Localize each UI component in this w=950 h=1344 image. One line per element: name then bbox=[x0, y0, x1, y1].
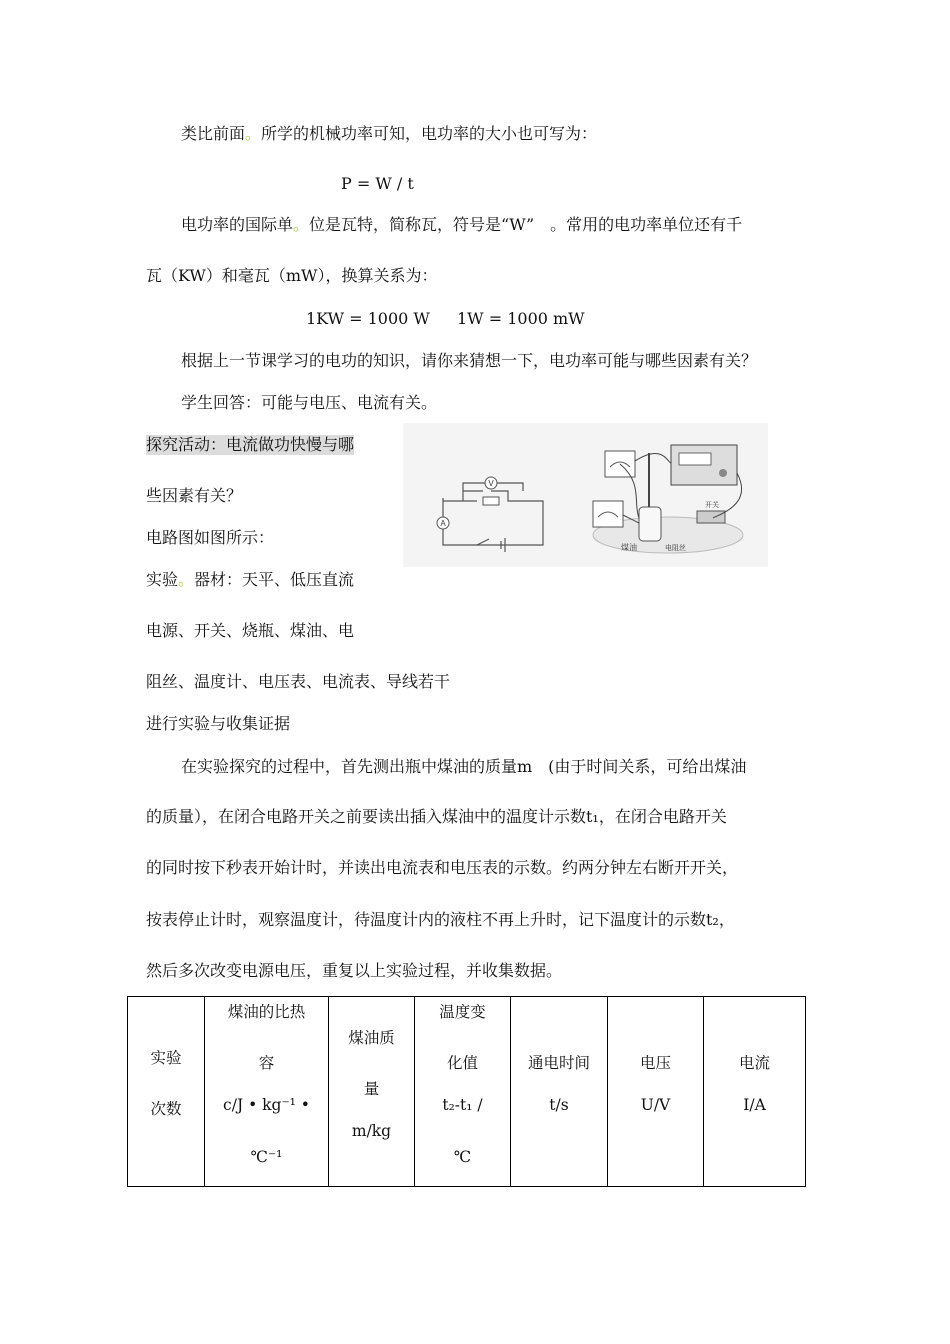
header-specific-heat bbox=[205, 997, 329, 1187]
question-text: 根据上一节课学习的电功的知识，请你来猜想一下，电功率可能与哪些因素有关？ bbox=[181, 351, 758, 370]
header-trial bbox=[128, 997, 205, 1187]
header-text: 容 bbox=[258, 1054, 275, 1072]
header-temp-change bbox=[415, 997, 511, 1187]
activity-heading-2: 些因素有关？ bbox=[146, 486, 243, 505]
equip-text-a: 实验 bbox=[146, 570, 179, 589]
power-supply-knob bbox=[719, 469, 727, 477]
punct-mark: 。 bbox=[178, 570, 195, 589]
header-text: 化值 bbox=[446, 1054, 478, 1072]
equipment-line bbox=[146, 570, 354, 590]
header-current bbox=[704, 997, 806, 1187]
ammeter-label: A bbox=[440, 519, 446, 528]
conversion-1: 1KW = 1000 W bbox=[306, 309, 430, 328]
equipment-line-2: 电源、开关、烧瓶、煤油、电 bbox=[146, 621, 355, 640]
formula: P = W / t bbox=[341, 174, 414, 193]
body-line-4: 按表停止计时，观察温度计，待温度计内的液柱不再上升时，记下温度计的示数t₂， bbox=[146, 910, 735, 929]
header-text: 煤油质 bbox=[348, 1029, 395, 1047]
header-text: 次数 bbox=[150, 1100, 182, 1118]
punct-mark: 。 bbox=[245, 124, 262, 143]
resistor-symbol bbox=[483, 497, 499, 505]
header-text: 实验 bbox=[150, 1049, 182, 1067]
conversion-2: 1W = 1000 mW bbox=[457, 309, 585, 328]
intro-line bbox=[181, 124, 597, 144]
header-text: c/J • kg⁻¹ • bbox=[223, 1096, 310, 1114]
ammeter-device bbox=[593, 501, 623, 527]
header-text: t/s bbox=[549, 1096, 569, 1114]
intro-text-b: 所学的机械功率可知，电功率的大小也可写为： bbox=[261, 124, 598, 143]
unit-line-2: 瓦（KW）和毫瓦（mW），换算关系为： bbox=[146, 266, 438, 285]
flask bbox=[639, 507, 661, 541]
experiment-figure bbox=[403, 423, 768, 567]
header-time bbox=[511, 997, 608, 1187]
section-heading: 进行实验与收集证据 bbox=[146, 714, 291, 733]
data-table bbox=[127, 996, 806, 1187]
unit-text-a: 电功率的国际单 bbox=[181, 215, 294, 234]
body-line-5: 然后多次改变电源电压，重复以上实验过程，并收集数据。 bbox=[146, 961, 563, 980]
header-text: 电压 bbox=[639, 1054, 671, 1072]
unit-text-b: 位是瓦特，简称瓦，符号是“W” 。常用的电功率单位还有千 bbox=[309, 215, 743, 234]
unit-line bbox=[181, 215, 742, 235]
equip-text-b: 器材：天平、低压直流 bbox=[194, 570, 355, 589]
switch-device bbox=[697, 511, 725, 523]
header-text: I/A bbox=[743, 1096, 766, 1114]
header-text: ℃ bbox=[453, 1148, 472, 1166]
header-text: 电流 bbox=[738, 1054, 770, 1072]
circuit-caption: 电路图如图所示： bbox=[146, 528, 275, 547]
header-voltage bbox=[608, 997, 704, 1187]
punct-mark: 。 bbox=[293, 215, 310, 234]
header-text: 煤油的比热 bbox=[227, 1003, 306, 1021]
power-supply-display bbox=[679, 453, 711, 465]
label-switch: 开关 bbox=[705, 501, 719, 509]
voltmeter-label: V bbox=[488, 479, 494, 488]
equipment-line-3: 阻丝、温度计、电压表、电流表、导线若干 bbox=[146, 672, 451, 691]
table-header-row bbox=[128, 997, 806, 1187]
header-text: ℃⁻¹ bbox=[250, 1148, 283, 1166]
label-kerosene: 煤油 bbox=[621, 543, 637, 552]
activity-heading: 探究活动：电流做功快慢与哪 bbox=[146, 435, 355, 454]
header-text: m/kg bbox=[351, 1122, 392, 1140]
header-text: 量 bbox=[363, 1080, 380, 1098]
body-line-1: 在实验探究的过程中，首先测出瓶中煤油的质量m (由于时间关系，可给出煤油 bbox=[181, 757, 747, 776]
header-mass bbox=[329, 997, 415, 1187]
answer-text: 学生回答：可能与电压、电流有关。 bbox=[181, 393, 438, 412]
header-text: 温度变 bbox=[439, 1003, 486, 1021]
intro-text-a: 类比前面 bbox=[181, 124, 246, 143]
body-line-2: 的质量），在闭合电路开关之前要读出插入煤油中的温度计示数t₁，在闭合电路开关 bbox=[146, 807, 727, 826]
body-line-3: 的同时按下秒表开始计时，并读出电流表和电压表的示数。约两分钟左右断开开关， bbox=[146, 858, 739, 877]
header-text: 通电时间 bbox=[527, 1054, 590, 1072]
header-text: t₂-t₁ / bbox=[442, 1096, 483, 1114]
header-text: U/V bbox=[640, 1096, 671, 1114]
label-resistance-wire: 电阻丝 bbox=[665, 544, 686, 552]
